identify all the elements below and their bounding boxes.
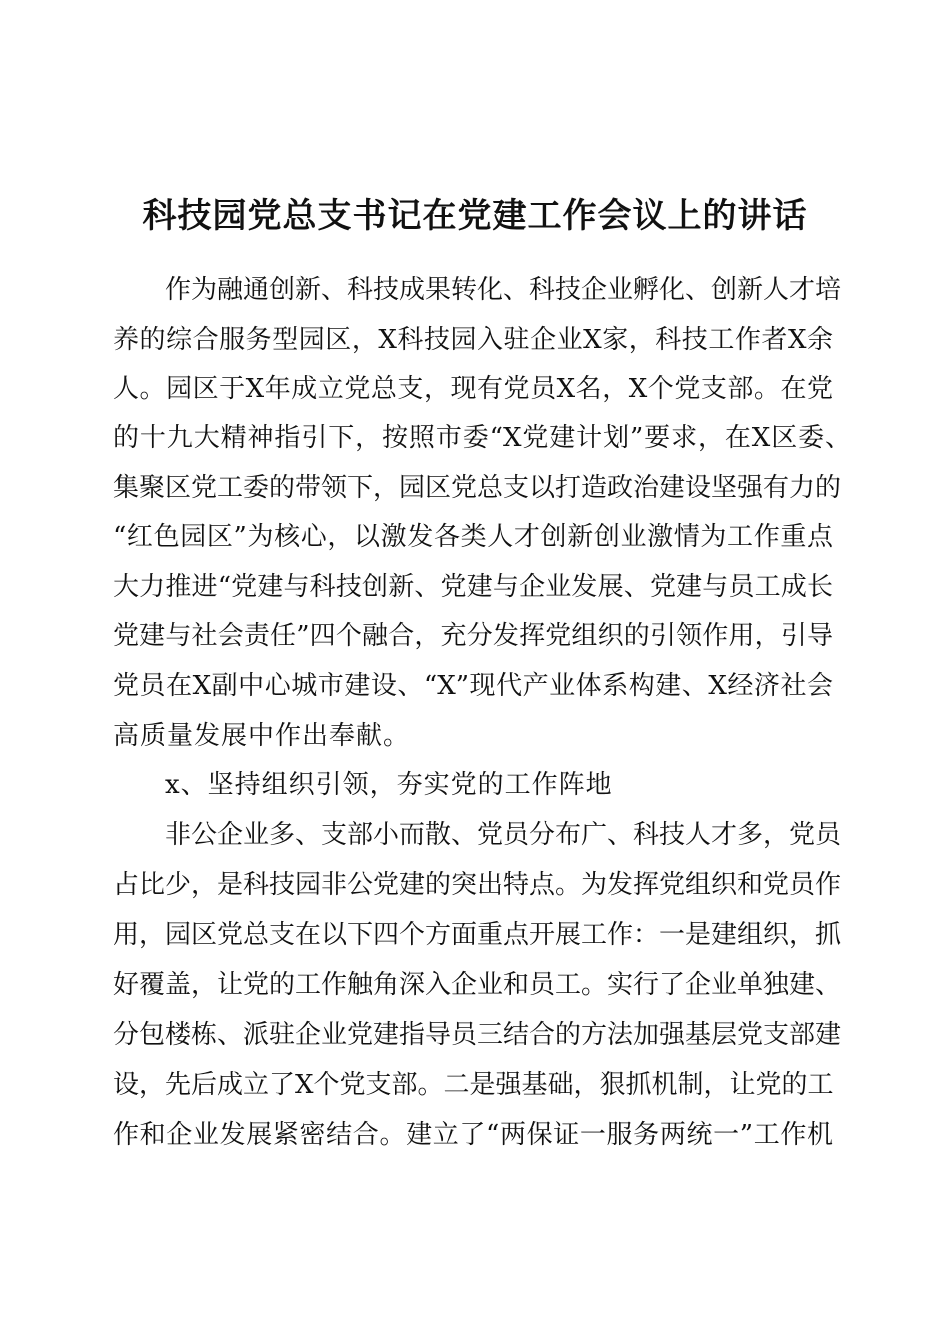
paragraph-line: 分包楼栋、派驻企业党建指导员三结合的方法加强基层党支部建	[113, 1020, 842, 1050]
section-heading: x、坚持组织引领，夯实党的工作阵地	[165, 770, 613, 800]
paragraph-line: 大力推进“党建与科技创新、党建与企业发展、党建与员工成长	[113, 572, 833, 602]
paragraph-line: 设，先后成立了X个党支部。二是强基础，狠抓机制，让党的工	[113, 1070, 834, 1100]
paragraph-line: 非公企业多、支部小而散、党员分布广、科技人才多，党员	[165, 820, 842, 850]
paragraph-line: 集聚区党工委的带领下，园区党总支以打造政治建设坚强有力的	[113, 473, 842, 503]
paragraph-line: 人。园区于X年成立党总支，现有党员X名，X个党支部。在党	[113, 374, 833, 404]
paragraph-line: 高质量发展中作出奉献。	[113, 721, 411, 751]
paragraph-line: 好覆盖，让党的工作触角深入企业和员工。实行了企业单独建、	[113, 970, 842, 1000]
document-title: 科技园党总支书记在党建工作会议上的讲话	[142, 196, 808, 236]
paragraph-line: 养的综合服务型园区，X科技园入驻企业X家，科技工作者X余	[113, 325, 833, 355]
paragraph-line: 党建与社会责任”四个融合，充分发挥党组织的引领作用，引导	[113, 621, 833, 651]
paragraph-line: 用，园区党总支在以下四个方面重点开展工作：一是建组织，抓	[113, 920, 842, 950]
paragraph-line: “红色园区”为核心，以激发各类人才创新创业激情为工作重点	[113, 522, 833, 552]
paragraph-line: 的十九大精神指引下，按照市委“X党建计划”要求，在X区委、	[113, 423, 851, 453]
paragraph-line: 党员在X副中心城市建设、“X”现代产业体系构建、X经济社会	[113, 671, 833, 701]
paragraph-line: 作和企业发展紧密结合。建立了“两保证一服务两统一”工作机	[113, 1120, 833, 1150]
paragraph-line: 占比少，是科技园非公党建的突出特点。为发挥党组织和党员作	[113, 870, 842, 900]
paragraph-line: 作为融通创新、科技成果转化、科技企业孵化、创新人才培	[165, 275, 842, 305]
